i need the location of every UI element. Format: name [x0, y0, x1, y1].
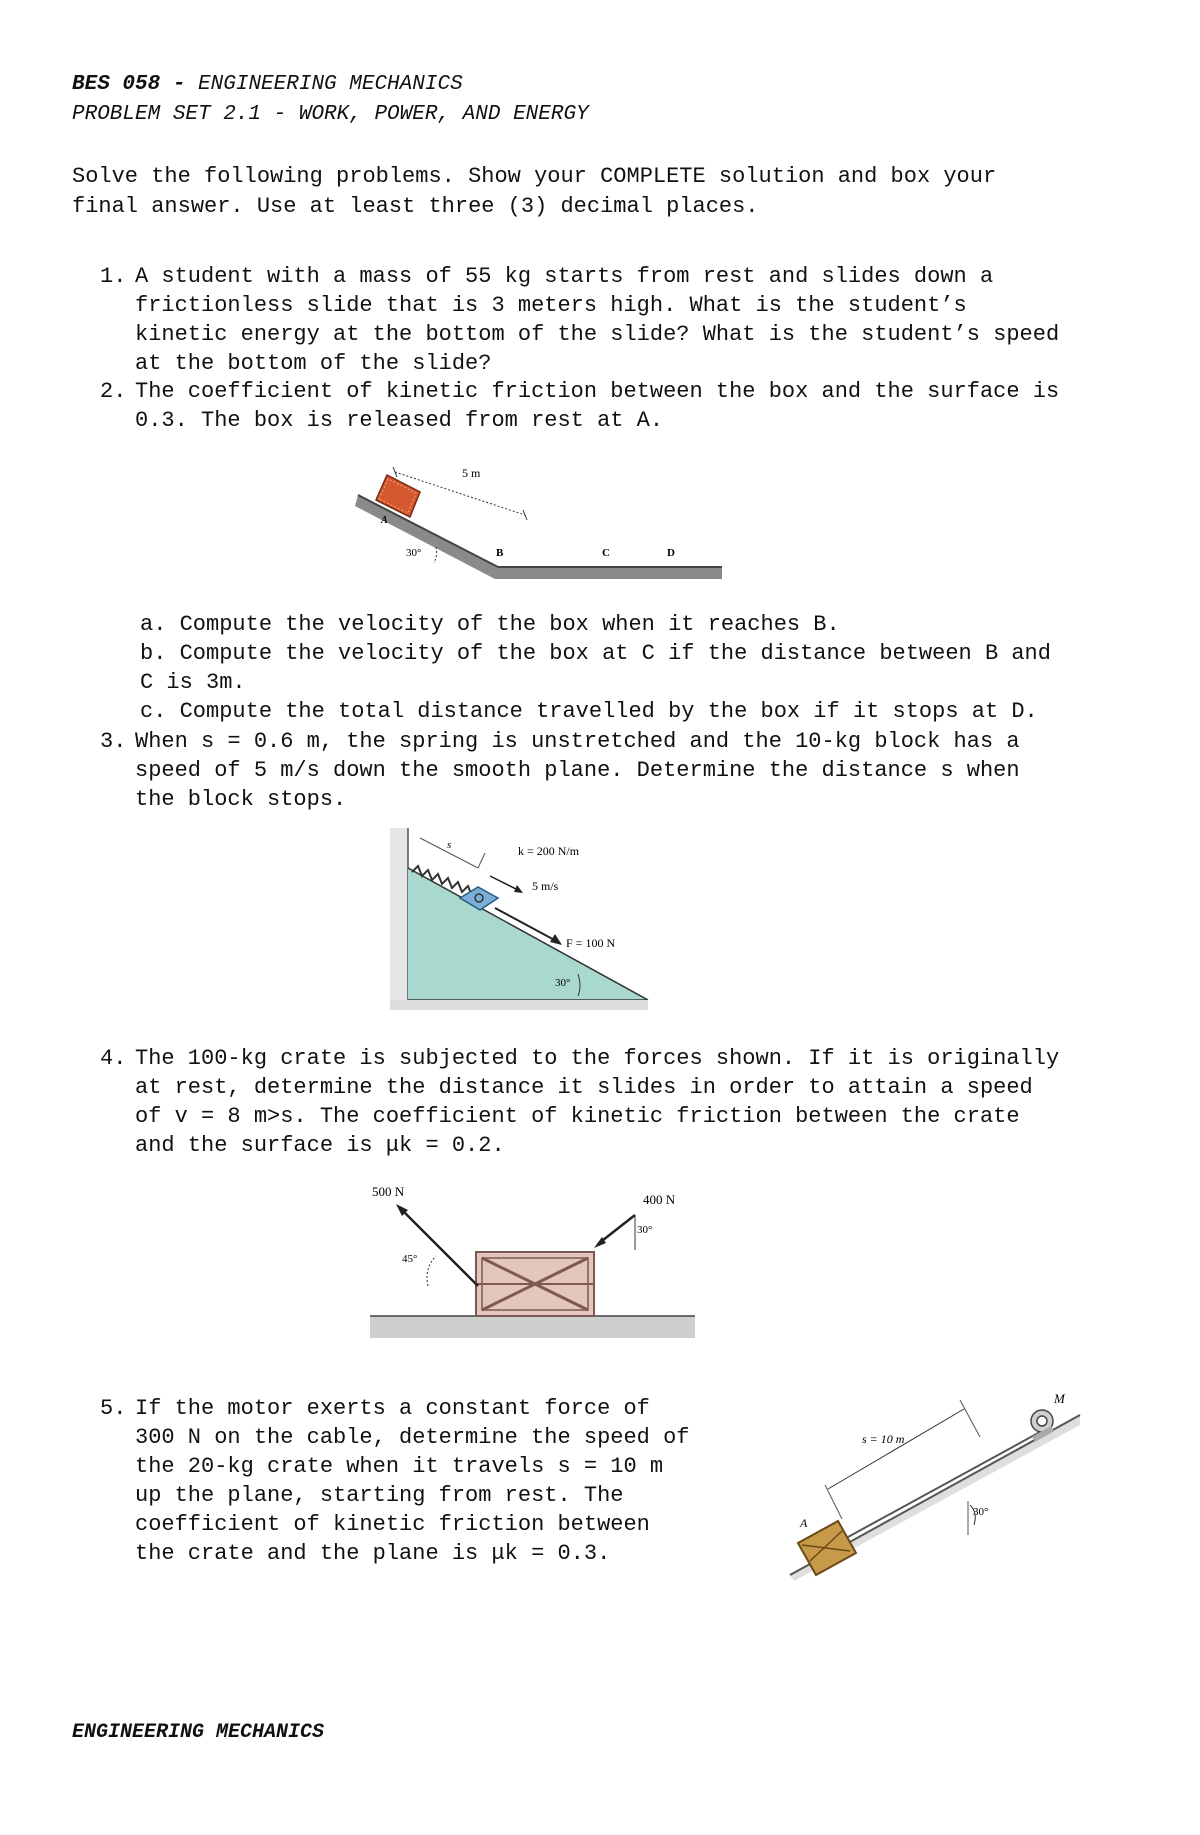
angle-label: 30°: [973, 1506, 989, 1518]
point-a-label: A: [381, 515, 388, 526]
problem-2-number: 2.: [100, 379, 127, 404]
instructions: [72, 162, 996, 222]
problem-5-line: If the motor exerts a constant force of: [135, 1396, 650, 1421]
ground: [390, 1000, 648, 1010]
instructions-line-1: Solve the following problems. Show your COMPLETE solution and box your: [72, 164, 997, 189]
problem-set-title: PROBLEM SET 2.1 - WORK, POWER, AND ENERGY: [72, 103, 589, 126]
problem-2-part-b: b. Compute the velocity of the box at C if the distance between B and: [140, 641, 1051, 666]
angle-45-label: 45°: [402, 1253, 418, 1265]
s-label: s = 10 m: [862, 1432, 905, 1446]
problem-5-line: up the plane, starting from rest. The: [135, 1483, 624, 1508]
course-code: BES 058: [72, 73, 161, 96]
problem-4-line: at rest, determine the distance it slides in order to attain a speed: [135, 1075, 1033, 1100]
cable: [848, 1432, 1040, 1537]
crate: [476, 1252, 594, 1316]
problem-1-line: frictionless slide that is 3 meters high. What is the student’s: [135, 293, 967, 318]
problem-3-figure: [390, 828, 650, 1013]
problem-1-line: A student with a mass of 55 kg starts from rest and slides down a: [135, 264, 994, 289]
problem-4-text: [135, 1044, 1059, 1160]
problem-1-text: [135, 262, 1059, 378]
problem-3-line: When s = 0.6 m, the spring is unstretched and the 10-kg block has a: [135, 729, 1020, 754]
angle-30-label: 30°: [637, 1224, 653, 1236]
problem-1-line: at the bottom of the slide?: [135, 351, 492, 376]
problem-5-line: coefficient of kinetic friction between: [135, 1512, 650, 1537]
problem-2-part-b-cont: C is 3m.: [140, 670, 246, 695]
problem-3-number: 3.: [100, 729, 127, 754]
problem-5-number: 5.: [100, 1396, 127, 1421]
angle-label: 30°: [555, 977, 571, 989]
point-d-label: D: [667, 547, 675, 559]
problem-5-figure: [790, 1385, 1090, 1585]
wall: [390, 828, 408, 1006]
problem-2-figure: [350, 455, 730, 580]
distance-label: 5 m: [462, 466, 481, 480]
problem-3-line: speed of 5 m/s down the smooth plane. Determine the distance s when: [135, 758, 1020, 783]
problem-3-text: [135, 727, 1020, 814]
point-b-label: B: [496, 547, 504, 559]
problem-2-line: The coefficient of kinetic friction between the box and the surface is: [135, 379, 1060, 404]
point-a-label: A: [800, 1516, 808, 1530]
problem-1-line: kinetic energy at the bottom of the slide? What is the student’s speed: [135, 322, 1060, 347]
course-title: ENGINEERING MECHANICS: [198, 73, 463, 96]
speed-label: 5 m/s: [532, 879, 559, 893]
spring-constant-label: k = 200 N/m: [518, 844, 580, 858]
problem-4-number: 4.: [100, 1046, 127, 1071]
force-label: F = 100 N: [566, 936, 616, 950]
problem-2-part-c: c. Compute the total distance travelled by the box if it stops at D.: [140, 699, 1038, 724]
course-separator: -: [160, 73, 199, 96]
dimension-tick: [523, 510, 527, 520]
force-500-label: 500 N: [372, 1184, 405, 1199]
problem-4-line: and the surface is μk = 0.2.: [135, 1133, 505, 1158]
problem-5-text: [135, 1394, 690, 1568]
problem-4-line: of v = 8 m>s. The coefficient of kinetic friction between the crate: [135, 1104, 1020, 1129]
problem-2-text: [135, 377, 1059, 435]
problem-5-line: 300 N on the cable, determine the speed of: [135, 1425, 690, 1450]
point-c-label: C: [602, 547, 610, 559]
problem-2-parts: [140, 610, 1051, 726]
force-400-label: 400 N: [643, 1192, 676, 1207]
problem-4-line: The 100-kg crate is subjected to the forces shown. If it is originally: [135, 1046, 1060, 1071]
problem-5-line: the 20-kg crate when it travels s = 10 m: [135, 1454, 664, 1479]
motor-label: M: [1054, 1391, 1065, 1406]
force-500-arrow: [400, 1208, 478, 1286]
angle-arc: [434, 547, 437, 563]
footer-title: ENGINEERING MECHANICS: [72, 1721, 325, 1744]
s-dimension-line: [828, 1409, 964, 1489]
problem-4-figure: [370, 1180, 700, 1340]
s-label: s: [447, 839, 452, 851]
problem-5-line: the crate and the plane is μk = 0.3.: [135, 1541, 611, 1566]
problem-1-number: 1.: [100, 264, 127, 289]
ground: [370, 1316, 695, 1338]
problem-3-line: the block stops.: [135, 787, 347, 812]
instructions-line-2: final answer. Use at least three (3) decimal places.: [72, 194, 759, 219]
course-header: [72, 70, 463, 99]
problem-2-line: 0.3. The box is released from rest at A.: [135, 408, 664, 433]
angle-label: 30°: [406, 547, 422, 559]
problem-2-part-a: a. Compute the velocity of the box when it reaches B.: [140, 612, 840, 637]
